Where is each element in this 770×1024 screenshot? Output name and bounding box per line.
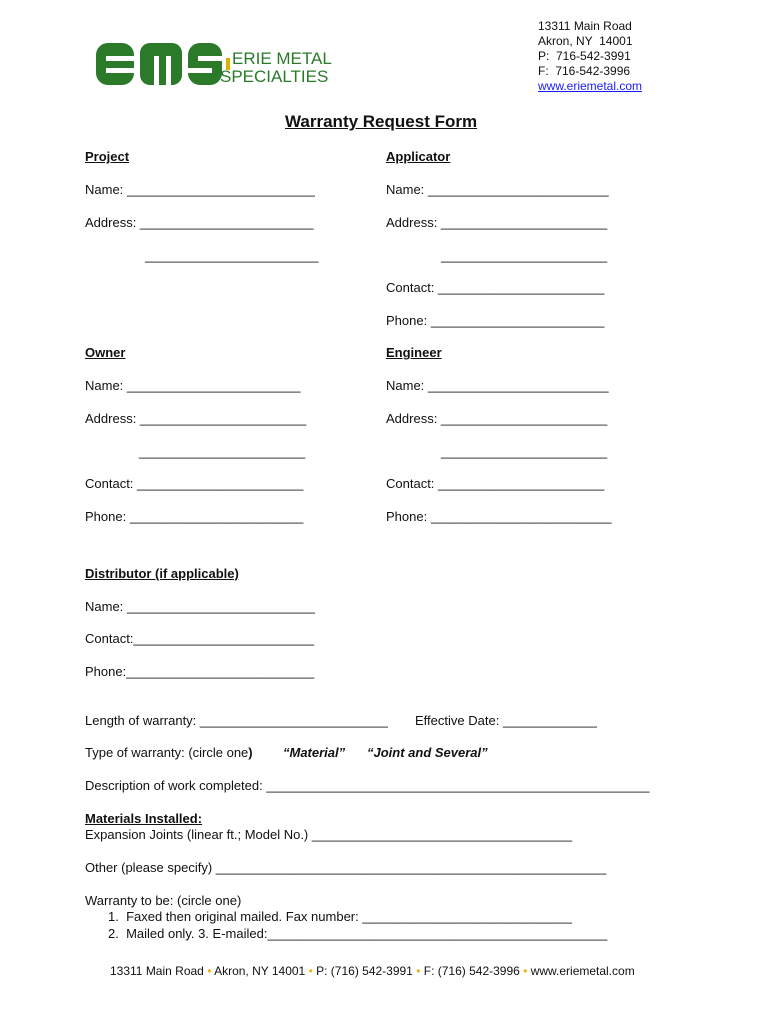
applicator-phone-field[interactable]: Phone: ________________________ — [386, 313, 605, 328]
owner-address-field[interactable]: Address: _______________________ — [85, 411, 307, 426]
project-address2-field[interactable]: ________________________ — [145, 248, 319, 263]
project-address-field[interactable]: Address: ________________________ — [85, 215, 314, 230]
distributor-phone-field[interactable]: Phone:__________________________ — [85, 664, 315, 679]
delivery-option-mail-email[interactable]: 2. Mailed only. 3. E-mailed:_______________________________________________ — [108, 926, 608, 941]
expansion-joints-field[interactable]: Expansion Joints (linear ft.; Model No.) ____________________________________ — [85, 827, 573, 842]
header-website-link[interactable]: www.eriemetal.com — [538, 79, 643, 93]
warranty-length-field[interactable]: Length of warranty: __________________________ — [85, 713, 388, 728]
footer-street: 13311 Main Road — [110, 964, 204, 978]
footer-city: Akron, NY 14001 — [214, 964, 306, 978]
footer-fax: F: (716) 542-3996 — [423, 964, 520, 978]
header-phone: P: 716-542-3991 — [538, 49, 631, 63]
applicator-heading: Applicator — [386, 149, 451, 164]
footer-address-line — [110, 965, 635, 977]
distributor-name-field[interactable]: Name: __________________________ — [85, 599, 315, 614]
company-name-line2: SPECIALTIES — [220, 67, 329, 86]
company-name-line1: ERIE METAL — [232, 49, 332, 68]
warranty-type-label — [85, 746, 253, 759]
engineer-heading: Engineer — [386, 345, 442, 360]
footer-phone: P: (716) 542-3991 — [316, 964, 413, 978]
engineer-phone-field[interactable]: Phone: _________________________ — [386, 509, 612, 524]
warranty-type-paren: ) — [248, 745, 253, 760]
footer-separator: • — [523, 964, 528, 978]
owner-contact-field[interactable]: Contact: _______________________ — [85, 476, 304, 491]
engineer-address-field[interactable]: Address: _______________________ — [386, 411, 608, 426]
distributor-contact-field[interactable]: Contact:_________________________ — [85, 631, 315, 646]
warranty-type-label-text: Type of warranty: (circle one — [85, 745, 249, 760]
company-logo — [94, 40, 334, 88]
warranty-type-material-option[interactable]: “Material” — [283, 745, 346, 760]
owner-phone-field[interactable]: Phone: ________________________ — [85, 509, 304, 524]
other-specify-field[interactable]: Other (please specify) ______________________________________________________ — [85, 860, 607, 875]
distributor-heading: Distributor (if applicable) — [85, 566, 239, 581]
footer-website[interactable]: www.eriemetal.com — [530, 964, 635, 978]
warranty-delivery-label: Warranty to be: (circle one) — [85, 893, 242, 908]
page-title: Warranty Request Form — [285, 112, 478, 131]
applicator-name-field[interactable]: Name: _________________________ — [386, 182, 609, 197]
owner-name-field[interactable]: Name: ________________________ — [85, 378, 301, 393]
engineer-name-field[interactable]: Name: _________________________ — [386, 378, 609, 393]
project-heading: Project — [85, 149, 130, 164]
owner-heading: Owner — [85, 345, 126, 360]
applicator-contact-field[interactable]: Contact: _______________________ — [386, 280, 605, 295]
footer-separator: • — [207, 964, 212, 978]
header-city: Akron, NY 14001 — [538, 34, 633, 48]
project-name-field[interactable]: Name: __________________________ — [85, 182, 315, 197]
warranty-type-joint-option[interactable]: “Joint and Several” — [367, 745, 488, 760]
applicator-address2-field[interactable]: _______________________ — [441, 248, 608, 263]
applicator-address-field[interactable]: Address: _______________________ — [386, 215, 608, 230]
engineer-address2-field[interactable]: _______________________ — [441, 444, 608, 459]
footer-separator: • — [416, 964, 421, 978]
header-street: 13311 Main Road — [538, 19, 632, 33]
delivery-option-fax[interactable]: 1. Faxed then original mailed. Fax number: _____________________________ — [108, 909, 573, 924]
work-description-field[interactable]: Description of work completed: _____________________________________________________ — [85, 778, 650, 793]
header-fax: F: 716-542-3996 — [538, 64, 631, 78]
owner-address2-field[interactable]: _______________________ — [139, 444, 306, 459]
materials-installed-heading: Materials Installed: — [85, 811, 203, 826]
engineer-contact-field[interactable]: Contact: _______________________ — [386, 476, 605, 491]
effective-date-field[interactable]: Effective Date: _____________ — [415, 713, 597, 728]
footer-separator: • — [308, 964, 313, 978]
